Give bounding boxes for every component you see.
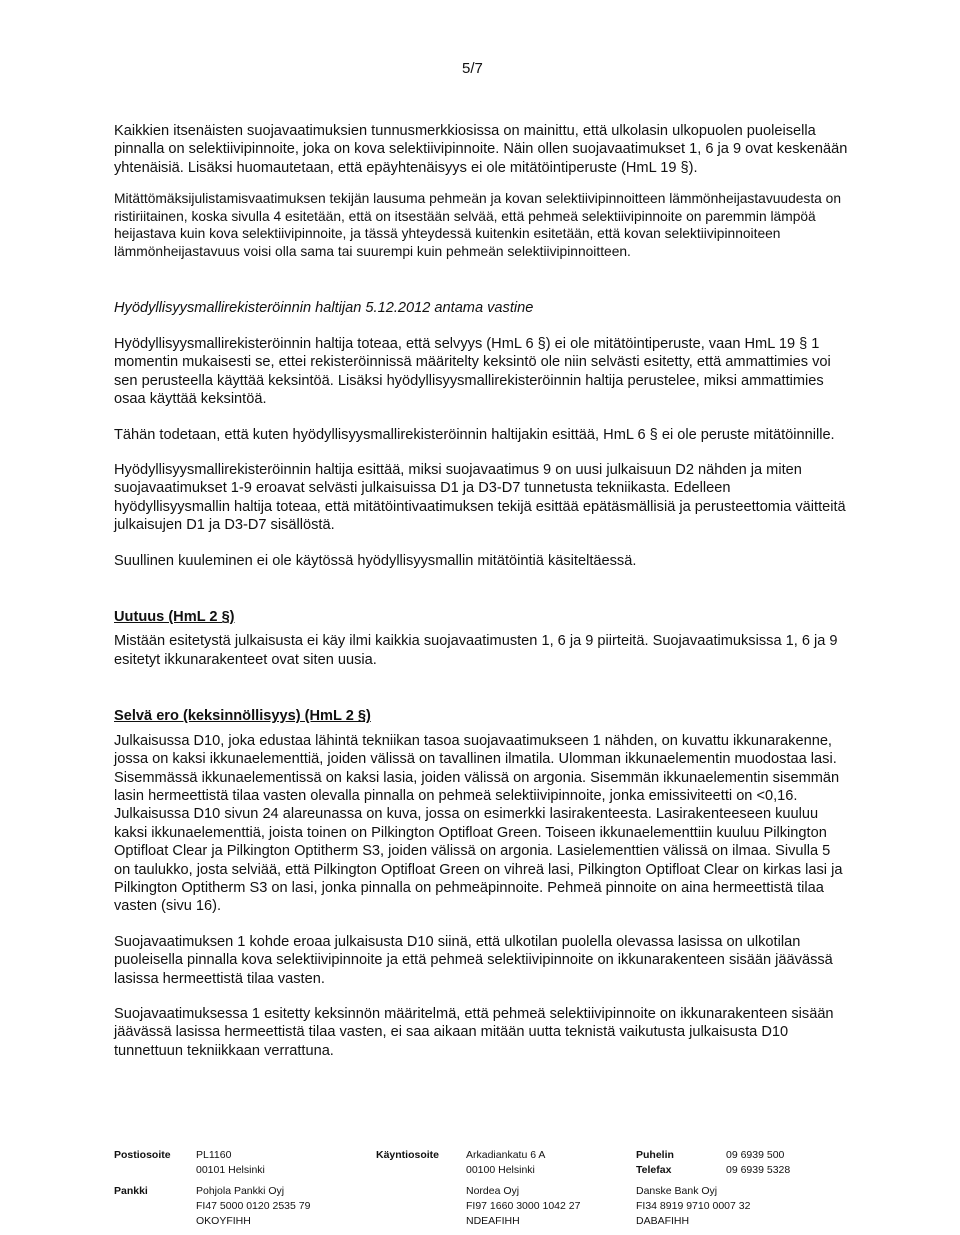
visiting-address-label: Käyntiosoite [376, 1149, 440, 1161]
phone-number: 09 6939 500 [726, 1149, 785, 1161]
bank-danske-bic: DABAFIHH [636, 1215, 690, 1227]
bank-danske-name: Danske Bank Oyj [636, 1185, 718, 1197]
document-body [114, 122, 850, 1077]
bank-nordea-bic: NDEAFIHH [466, 1215, 520, 1227]
page-number: 5/7 [462, 60, 483, 77]
postal-address-label: Postiosoite [114, 1149, 171, 1161]
bank-spacer [376, 1184, 466, 1229]
bank-danske [636, 1184, 846, 1229]
bank-danske-iban: FI34 8919 9710 0007 32 [636, 1200, 751, 1212]
paragraph-holder-novelty: Hyödyllisyysmallirekisteröinnin haltija esittää, miksi suojavaatimus 9 on uusi julkaisuun D2 nähden ja miten suojavaatimukset 1-9 eroavat selvästi julkaisuissa D1 ja D3-D7 tunnetusta tekniikasta. Edelleen hyödyllisyysmallin haltija toteaa, että mitätöintivaatimuksen tekijä esittää epätäsmällisiä ja perusteettomia väitteitä julkaisujen D1 ja D3-D7 sisällöstä. [114, 462, 846, 534]
section-heading-novelty: Uutuus (HmL 2 §) [114, 609, 235, 626]
paragraph-hml6-note: Tähän todetaan, että kuten hyödyllisyysmallirekisteröinnin haltijakin esittää, HmL 6 § ei ole peruste mitätöinnille. [114, 426, 835, 443]
contact-labels [636, 1148, 726, 1178]
paragraph-intro: Kaikkien itsenäisten suojavaatimuksien tunnusmerkkiosissa on mainittu, että ulkolasin ulkopuolen puoleisella pinnalla on selektiivipinnoite, joka on kova selektiivipinnoite. Näin ollen suojavaatimukset 1, 6 ja 9 ovat keskenään yhtenäisiä. Lisäksi huomautetaan, että epäyhtenäisyys ei ole mitätöintiperuste (HmL 19 §). [114, 123, 848, 176]
paragraph-d10-description: Julkaisussa D10, joka edustaa lähintä tekniikan tasoa suojavaatimukseen 1 nähden, on kuvattu ikkunarakenne, jossa on kaksi ikkunaelementtiä, joiden välissä on tavallinen ilmatila. Ulomman ikkunaelementin muodostaa lasi. Sisemmässä ikkunaelementissä on kaksi lasia, joiden välissä on argonia. Sisemmän ikkunaelementin sisemmän lasin hermeettistä tilaa vasten olevalla pinnalla on pehmeä selektiivipinnoite, jonka emissiviteetti on <0,16. Julkaisussa D10 sivun 24 alareunassa on kuva, jossa on esimerkki lasirakenteesta. Lasirakenteeseen kuuluu kaksi ikkunaelementtiä, joista toinen on Pilkington Optifloat Green. Toiseen ikkunaelementtiin kuuluu Pilkington Optifloat Clear ja Pilkington Optitherm S3, joiden välissä on argonia. Lasielementtien välissä on ilmaa. Sivulla 5 on taulukko, josta selviää, että Pilkington Optifloat Green on vihreä lasi, Pilkington Optifloat Clear on kirkas lasi ja Pilkington Optitherm S3 on lasi, jonka pinnalla on pehmeäpinnoite. Pehmeä pinnoite on aina hermeettistä tilaa vasten (sivu 16). [114, 732, 843, 915]
bank-pohjola-iban: FI47 5000 0120 2535 79 [196, 1200, 311, 1212]
visiting-address-line-2: 00100 Helsinki [466, 1164, 535, 1176]
letterhead-footer [114, 1148, 874, 1235]
visiting-address [466, 1148, 636, 1178]
footer-row-address [114, 1148, 874, 1178]
postal-address-line-2: 00101 Helsinki [196, 1164, 265, 1176]
fax-number: 09 6939 5328 [726, 1164, 791, 1176]
section-heading-response: Hyödyllisyysmallirekisteröinnin haltijan 5.12.2012 antama vastine [114, 299, 534, 316]
postal-address-line-1: PL1160 [196, 1149, 232, 1161]
visiting-address-line-1: Arkadiankatu 6 A [466, 1149, 546, 1161]
bank-label: Pankki [114, 1185, 148, 1197]
paragraph-oral-hearing: Suullinen kuuleminen ei ole käytössä hyödyllisyysmallin mitätöintiä käsiteltäessä. [114, 552, 637, 569]
postal-address [196, 1148, 376, 1178]
bank-nordea-iban: FI97 1660 3000 1042 27 [466, 1200, 581, 1212]
phone-label: Puhelin [636, 1149, 674, 1161]
contact-values [726, 1148, 846, 1178]
paragraph-technical-effect: Suojavaatimuksessa 1 esitetty keksinnön määritelmä, että pehmeä selektiivipinnoite on ikkunarakenteen sisään jäävässä lasissa hermeettistä tilaa vasten, ei saa aikaan mitään uutta teknistä vaikutusta julkaisusta D10 tunnettuun tekniikkaan verrattuna. [114, 1005, 834, 1059]
bank-pohjola [196, 1184, 376, 1229]
bank-nordea [466, 1184, 636, 1229]
paragraph-difference: Suojavaatimuksen 1 kohde eroaa julkaisusta D10 siinä, että ulkotilan puolella olevassa lasissa on ulkotilan puoleisella pinnalla kova selektiivipinnoite ja että pehmeä selektiivipinnoite on ikkunarakenteen sisään jäävässä lasissa hermeettistä tilaa vasten. [114, 933, 833, 987]
fax-label: Telefax [636, 1164, 672, 1176]
paragraph-novelty: Mistään esitetystä julkaisusta ei käy ilmi kaikkia suojavaatimusten 1, 6 ja 9 piirteitä. Suojavaatimuksissa 1, 6 ja 9 esitetyt ikkunarakenteet ovat siten uusia. [114, 633, 838, 668]
bank-pohjola-bic: OKOYFIHH [196, 1215, 251, 1227]
bank-pohjola-name: Pohjola Pankki Oyj [196, 1185, 285, 1197]
paragraph-holder-statement: Hyödyllisyysmallirekisteröinnin haltija toteaa, että selvyys (HmL 6 §) ei ole mitätöintiperuste, vaan HmL 19 § 1 momentin mukaisesti se, ettei rekisteröinnissä määritelty keksintö ole niin selvästi esitetty, että ammattimies voi sen perusteella käyttää keksintöä. Lisäksi hyödyllisyysmallirekisteröinnin haltija perustelee, miksi ammattimies osaa käyttää keksintöä. [114, 336, 831, 408]
section-heading-inventive-step: Selvä ero (keksinnöllisyys) (HmL 2 §) [114, 708, 371, 725]
paragraph-requester-statement: Mitättömäksijulistamisvaatimuksen tekijän lausuma pehmeän ja kovan selektiivipinnoitteen lämmönheijastavuudesta on ristiriitainen, koska sivulla 4 esitetään, että on itsestään selvää, että pehmeä selektiivipinnoite on paremmin lämpöä heijastava kuin kova selektiivipinnoite, ja tässä yhteydessä kuitenkin esitetään, että kovan selektiivipinnoiteen lämmönheijastavuus voisi olla sama tai suurempi kuin pehmeän selektiivipinnoitteen. [114, 191, 842, 259]
bank-nordea-name: Nordea Oyj [466, 1185, 520, 1197]
footer-row-banks [114, 1184, 874, 1229]
